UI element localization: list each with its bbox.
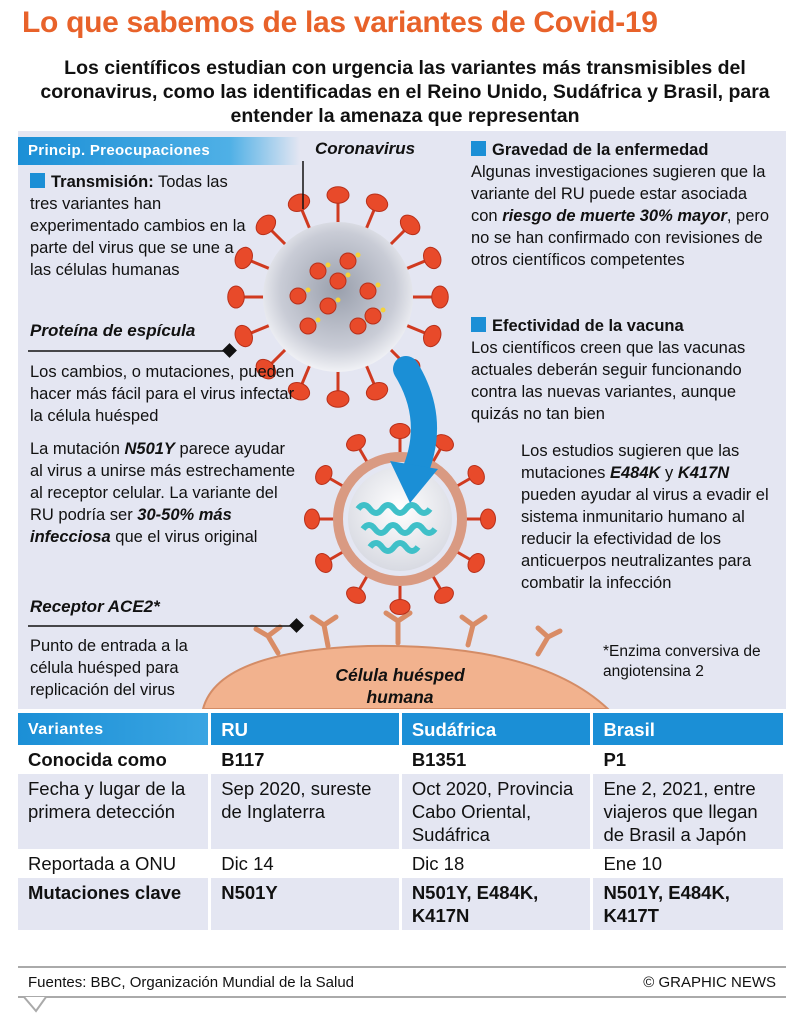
- table-cell: Dic 18: [400, 849, 592, 878]
- severity-heading: Gravedad de la enfermedad: [492, 141, 709, 159]
- immune-escape-block: [521, 440, 783, 594]
- severity-block: [471, 139, 771, 271]
- n501y-text-3: que el virus original: [110, 528, 258, 546]
- footer-credit: © GRAPHIC NEWS: [643, 974, 776, 991]
- n501y-text-2: parece ayudar al virus a unirse más estrechamente al receptor celular. La variante del RU podría ser: [30, 440, 296, 524]
- table-cell: Ene 2, 2021, entre viajeros que llegan de Brasil a Japón: [592, 774, 785, 849]
- table-row: [18, 878, 785, 930]
- table-row: [18, 745, 785, 774]
- square-bullet-icon: [471, 317, 486, 332]
- mutation-n501y: N501Y: [124, 440, 175, 458]
- table-cell: N501Y, E484K, K417N: [400, 878, 592, 930]
- table-cell: Conocida como: [18, 745, 210, 774]
- virus-capsule: [348, 467, 452, 571]
- square-bullet-icon: [30, 173, 45, 188]
- mutation-k417n: K417N: [677, 464, 730, 482]
- n501y-emphasis: 30-50% más infecciosa: [30, 506, 232, 546]
- escape-text-2: y: [660, 464, 678, 482]
- page-subtitle: Los científicos estudian con urgencia las variantes más transmisibles del coronavirus, como las identificadas en el Reino Unido, Sudáfrica y Brasil, para entender la amenaza que representan: [40, 57, 770, 127]
- n501y-text-1: La mutación: [30, 440, 125, 458]
- transmission-text: Todas las tres variantes han experimentado cambios en la parte del virus que se une a las células humanas: [30, 173, 246, 279]
- table-cell: Dic 14: [210, 849, 401, 878]
- table-cell: Fecha y lugar de la primera detección: [18, 774, 210, 849]
- table-header-variants: Variantes: [18, 713, 210, 745]
- table-cell: Sep 2020, sureste de Inglaterra: [210, 774, 401, 849]
- illustration-panel: [18, 131, 786, 709]
- section-header-main-concerns: Princip. Preocupaciones: [18, 137, 300, 165]
- label-host-cell: [300, 664, 500, 708]
- table-header-brazil: Brasil: [592, 713, 785, 745]
- virus-body: [263, 222, 413, 372]
- footer: [18, 966, 786, 998]
- n501y-block: [30, 438, 302, 548]
- label-coronavirus: Coronavirus: [315, 139, 416, 158]
- host-cell-line1: Célula huésped: [335, 665, 465, 685]
- host-cell-line2: humana: [366, 687, 434, 707]
- table-cell: P1: [592, 745, 785, 774]
- ace2-text: Punto de entrada a la célula huésped para replicación del virus: [30, 637, 188, 699]
- ace2-footnote: *Enzima conversiva de angiotensina 2: [603, 643, 761, 680]
- escape-text-1: Los estudios sugieren que las mutaciones: [521, 442, 740, 482]
- severity-text-1: Algunas investigaciones sugieren que la variante del RU puede estar asociada con: [471, 163, 766, 225]
- table-row: [18, 849, 785, 878]
- table-row: [18, 774, 785, 849]
- table-cell: Reportada a ONU: [18, 849, 210, 878]
- label-spike-protein: Proteína de espícula: [30, 321, 196, 340]
- table-cell: Ene 10: [592, 849, 785, 878]
- table-header-south-africa: Sudáfrica: [400, 713, 592, 745]
- vaccine-text: Los científicos creen que las vacunas actuales deberán seguir funcionando contra las nuevas variantes, aunque quizás no tan bien: [471, 339, 746, 423]
- table-cell: Oct 2020, Provincia Cabo Oriental, Sudáfrica: [400, 774, 592, 849]
- table-cell: B117: [210, 745, 401, 774]
- footer-sources: Fuentes: BBC, Organización Mundial de la Salud: [28, 974, 355, 991]
- label-ace2-receptor: Receptor ACE2*: [30, 597, 160, 616]
- mutation-e484k: E484K: [609, 464, 661, 482]
- vaccine-heading: Efectividad de la vacuna: [492, 317, 684, 335]
- vaccine-block: [471, 315, 771, 425]
- severity-text-2: , pero no se han confirmado con revisiones de otros científicos competentes: [471, 207, 770, 269]
- table-header-uk: RU: [210, 713, 401, 745]
- escape-text-3: pueden ayudar al virus a evadir el sistema inmunitario humano al reducir la efectividad de los anticuerpos neutralizantes para combatir la infección: [521, 486, 769, 592]
- transmission-block: [30, 171, 255, 281]
- table-cell: Mutaciones clave: [18, 878, 210, 930]
- speech-tail-icon: [22, 997, 48, 1013]
- table-cell: N501Y, E484K, K417T: [592, 878, 785, 930]
- table-header-row: [18, 713, 785, 745]
- spike-text: Los cambios, o mutaciones, pueden hacer más fácil para el virus infectar la célula huésped: [30, 363, 295, 425]
- transmission-heading: Transmisión:: [51, 173, 154, 191]
- table-cell: B1351: [400, 745, 592, 774]
- page-title: Lo que sabemos de las variantes de Covid-19: [22, 6, 658, 39]
- variants-table: [18, 713, 786, 930]
- entry-arrow: [406, 369, 424, 476]
- severity-emphasis: riesgo de muerte 30% mayor: [502, 207, 727, 225]
- square-bullet-icon: [471, 141, 486, 156]
- table-cell: N501Y: [210, 878, 401, 930]
